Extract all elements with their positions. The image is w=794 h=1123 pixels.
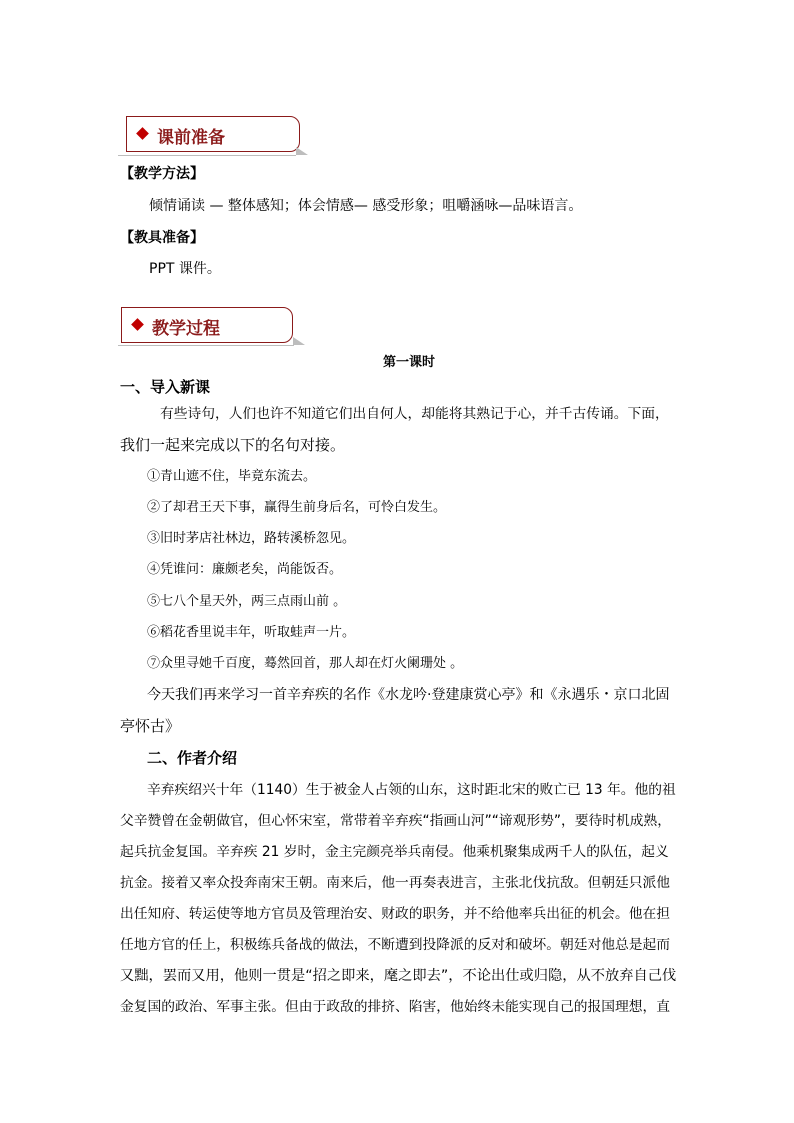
quote-7: ⑦众里寻她千百度，蓦然回首，那人却在灯火阑珊处 。 xyxy=(147,656,464,671)
today-line-1: 今天我们再来学习一首辛弃疾的名作《水龙吟·登建康赏心亭》和《永遇乐・京口北固 xyxy=(147,687,670,703)
diamond-bullet-icon xyxy=(136,127,149,140)
bio-line-5: 出任知府、转运使等地方官员及管理治安、财政的职务，并不给他率兵出征的机会。他在担 xyxy=(120,906,671,922)
intro-line-2: 我们一起来完成以下的名句对接。 xyxy=(120,436,346,454)
quote-1: ①青山遮不住，毕竟东流去。 xyxy=(147,469,317,484)
quote-4: ④凭谁问：廉颇老矣，尚能饭否。 xyxy=(147,562,343,577)
part1-heading: 一、导入新课 xyxy=(120,378,211,396)
bio-line-6: 任地方官的任上，积极练兵备战的做法，不断遭到投降派的反对和破坏。朝廷对他总是起而 xyxy=(120,937,671,953)
tools-content: PPT 课件。 xyxy=(149,261,221,277)
bio-line-7: 又黜，罢而又用，他则一贯是“招之即来，麾之即去”，不论出仕或归隐，从不放弃自己伐 xyxy=(120,968,677,984)
tools-heading: 【教具准备】 xyxy=(120,230,204,246)
section-title: 课前准备 xyxy=(157,128,225,148)
quote-3: ③旧时茅店社林边，路转溪桥忽见。 xyxy=(147,531,356,546)
teaching-method-heading: 【教学方法】 xyxy=(120,166,204,182)
section-header-process xyxy=(121,307,293,343)
section-title: 教学过程 xyxy=(152,319,220,339)
quote-5: ⑤七八个星天外，两三点雨山前 。 xyxy=(147,594,347,609)
corner-decoration xyxy=(293,337,305,345)
today-line-2: 亭怀古》 xyxy=(120,717,181,735)
part2-heading: 二、作者介绍 xyxy=(147,749,238,767)
lesson-title: 第一课时 xyxy=(383,355,436,370)
quote-6: ⑥稻花香里说丰年，听取蛙声一片。 xyxy=(147,625,356,640)
teaching-method-content: 倾情诵读 — 整体感知；体会情感— 感受形象；咀嚼涵咏—品味语言。 xyxy=(149,198,583,214)
bio-line-2: 父辛赞曾在金朝做官，但心怀宋室，常带着辛弃疾“指画山河”“谛观形势”，要待时机成熟， xyxy=(120,813,671,829)
divider xyxy=(118,345,294,346)
bio-line-1: 辛弃疾绍兴十年（1140）生于被金人占领的山东，这时距北宋的败亡已 13 年。他的祖 xyxy=(147,782,676,798)
bio-line-8: 金复国的政治、军事主张。但由于政敌的排挤、陷害，他始终未能实现自己的报国理想，直 xyxy=(120,999,671,1015)
diamond-bullet-icon xyxy=(131,318,144,331)
section-header-prep xyxy=(126,116,300,152)
intro-line-1: 有些诗句，人们也许不知道它们出自何人，却能将其熟记于心，并千古传诵。下面， xyxy=(160,406,669,422)
quote-2: ②了却君王天下事，赢得生前身后名，可怜白发生。 xyxy=(147,500,447,515)
corner-decoration xyxy=(296,147,308,155)
bio-line-3: 起兵抗金复国。辛弃疾 21 岁时，金主完颜亮举兵南侵。他乘机聚集成两千人的队伍，起义 xyxy=(120,844,669,860)
divider xyxy=(118,155,296,156)
bio-line-4: 抗金。接着又率众投奔南宋王朝。南来后，他一再奏表进言，主张北伐抗敌。但朝廷只派他 xyxy=(120,875,671,891)
